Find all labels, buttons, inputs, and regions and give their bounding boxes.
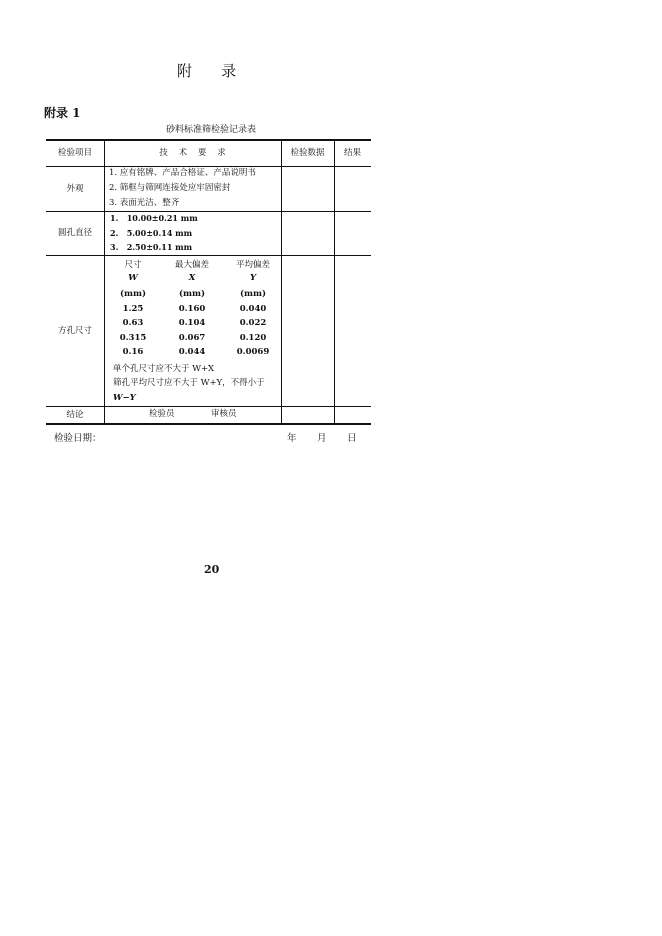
avg-dev-value: 0.0069 — [236, 347, 270, 357]
col-max-dev-unit: (mm) — [178, 289, 206, 299]
date-year: 年 — [287, 433, 297, 444]
inspector-label: 检验员 — [149, 409, 175, 419]
column-divider — [281, 140, 282, 423]
col-size-unit: (mm) — [119, 289, 147, 299]
row-label-conclusion: 结论 — [66, 410, 84, 420]
square-hole-note-3: W−Y — [113, 393, 136, 403]
round-hole-req-3: 3. 2.50±0.11 mm — [110, 242, 193, 252]
page-number: 20 — [204, 563, 220, 576]
column-divider — [334, 140, 335, 423]
col-avg-dev-symbol: Y — [249, 273, 257, 283]
header-requirements: 技 术 要 求 — [159, 148, 226, 158]
avg-dev-value: 0.120 — [239, 333, 267, 343]
row-divider — [46, 255, 371, 256]
appearance-req-2: 2. 筛框与筛网连接处应牢固密封 — [109, 183, 231, 193]
header-result: 结果 — [343, 148, 361, 158]
col-size-symbol: W — [128, 273, 138, 283]
row-label-appearance: 外观 — [66, 184, 84, 194]
row-label-round-hole: 圆孔直径 — [57, 228, 92, 238]
date-label: 检验日期： — [54, 433, 102, 444]
col-max-dev-symbol: X — [188, 273, 196, 283]
date-day: 日 — [347, 433, 357, 444]
col-avg-dev-unit: (mm) — [239, 289, 267, 299]
round-hole-req-1: 1. 10.00±0.21 mm — [110, 213, 198, 223]
table-bottom-rule — [46, 423, 371, 425]
table-caption: 砂料标准筛检验记录表 — [165, 125, 256, 135]
date-month: 月 — [317, 433, 327, 444]
col-max-dev-name: 最大偏差 — [174, 260, 209, 270]
appearance-req-3: 3. 表面光洁、整齐 — [109, 198, 180, 208]
max-dev-value: 0.104 — [178, 318, 206, 328]
max-dev-value: 0.044 — [178, 347, 206, 357]
reviewer-label: 审核员 — [211, 409, 237, 419]
col-avg-dev-name: 平均偏差 — [235, 260, 270, 270]
max-dev-value: 0.160 — [178, 304, 206, 314]
square-hole-note-2: 筛孔平均尺寸应不大于 W+Y，不得小于 — [113, 378, 265, 388]
appearance-req-1: 1. 应有铭牌、产品合格证、产品说明书 — [109, 168, 256, 178]
avg-dev-value: 0.022 — [239, 318, 267, 328]
appendix-label: 附录 1 — [44, 106, 81, 120]
header-data: 检验数据 — [290, 148, 325, 158]
size-value: 0.63 — [122, 318, 144, 328]
col-size-name: 尺寸 — [124, 260, 142, 270]
column-divider — [104, 140, 105, 423]
page-title: 附 录 — [177, 62, 239, 80]
row-divider — [46, 211, 371, 212]
table-top-rule — [46, 139, 371, 141]
avg-dev-value: 0.040 — [239, 304, 267, 314]
size-value: 0.315 — [119, 333, 147, 343]
size-value: 1.25 — [122, 304, 144, 314]
row-divider — [46, 406, 371, 407]
round-hole-req-2: 2. 5.00±0.14 mm — [110, 228, 193, 238]
header-item: 检验项目 — [57, 148, 92, 158]
row-label-square-hole: 方孔尺寸 — [57, 326, 92, 336]
max-dev-value: 0.067 — [178, 333, 206, 343]
square-hole-note-1: 单个孔尺寸应不大于 W+X — [113, 364, 215, 374]
size-value: 0.16 — [122, 347, 144, 357]
